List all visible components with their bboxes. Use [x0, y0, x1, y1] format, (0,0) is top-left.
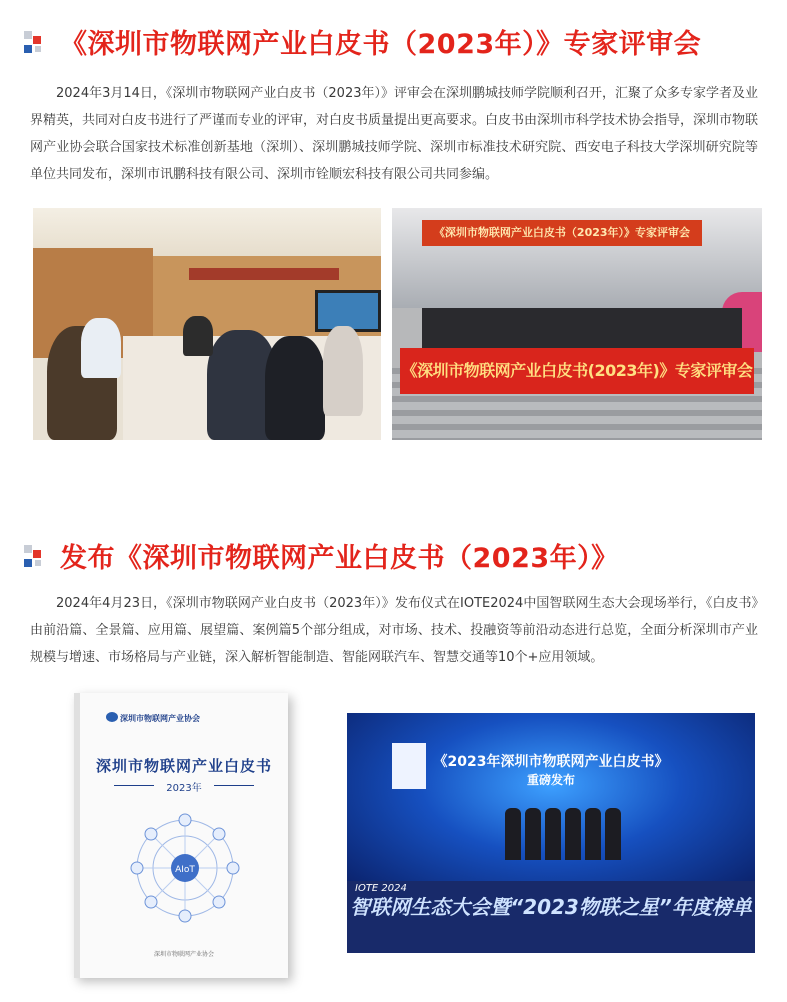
stage-iote-label: IOTE 2024 — [355, 883, 407, 894]
white-paper-book-cover — [74, 693, 288, 978]
stage-subheadline: 重磅发布 — [526, 773, 575, 787]
book-year: 2023年 — [166, 783, 202, 794]
book-publisher: 深圳市物联网产业协会 — [153, 951, 214, 958]
section-2-header — [24, 536, 619, 575]
photo-red-banner: 《深圳市物联网产业白皮书(2023年)》专家评审会 — [400, 348, 754, 394]
section-1-header — [24, 22, 701, 61]
release-stage-photo — [347, 713, 755, 953]
photo-top-banner: 《深圳市物联网产业白皮书（2023年）》专家评审会 — [422, 220, 702, 246]
book-center-label: AIoT — [175, 865, 195, 875]
meeting-room-photo — [33, 208, 381, 440]
network-graphic-icon — [130, 813, 240, 923]
section-1-paragraph: 2024年3月14日，《深圳市物联网产业白皮书（2023年）》评审会在深圳鹏城技师学院顺利召开，汇聚了众多专家学者及业界精英，共同对白皮书进行了严谨而专业的评审，对白皮书质量提出更高要求。白皮书由深圳市科学技术协会指导，深圳市物联网产业协会联合国家技术标准创新基地（深圳）、深圳鹏城技师学院、深圳市标准技术研究院、西安电子科技大学深圳研究院等单位共同发布，深圳市讯鹏科技有限公司、深圳市铨顺宏科技有限公司共同参编。 — [30, 86, 759, 182]
stage-headline: 《2023年深圳市物联网产业白皮书》 — [433, 754, 669, 770]
section-marker-icon — [24, 545, 46, 567]
book-association: 深圳市物联网产业协会 — [120, 714, 200, 723]
section-1-title: 《深圳市物联网产业白皮书（2023年）》专家评审会 — [60, 29, 702, 60]
section-2-paragraph: 2024年4月23日，《深圳市物联网产业白皮书（2023年）》发布仪式在IOTE2024中国智联网生态大会现场举行，《白皮书》由前沿篇、全景篇、应用篇、展望篇、案例篇5个部分组成，对市场、技术、投融资等前沿动态进行总览，全面分析深圳市产业规模与增速、市场格局与产业链，深入解析智能制造、智能网联汽车、智慧交通等10个+应用领域。 — [30, 596, 758, 665]
section-marker-icon — [24, 31, 46, 53]
stage-banner-text: 智联网生态大会暨“2023物联之星”年度榜单 — [350, 895, 752, 919]
book-title: 深圳市物联网产业白皮书 — [95, 757, 272, 775]
association-logo-icon — [106, 712, 118, 722]
group-photo — [392, 208, 762, 440]
section-2-title: 发布《深圳市物联网产业白皮书（2023年）》 — [60, 543, 619, 574]
